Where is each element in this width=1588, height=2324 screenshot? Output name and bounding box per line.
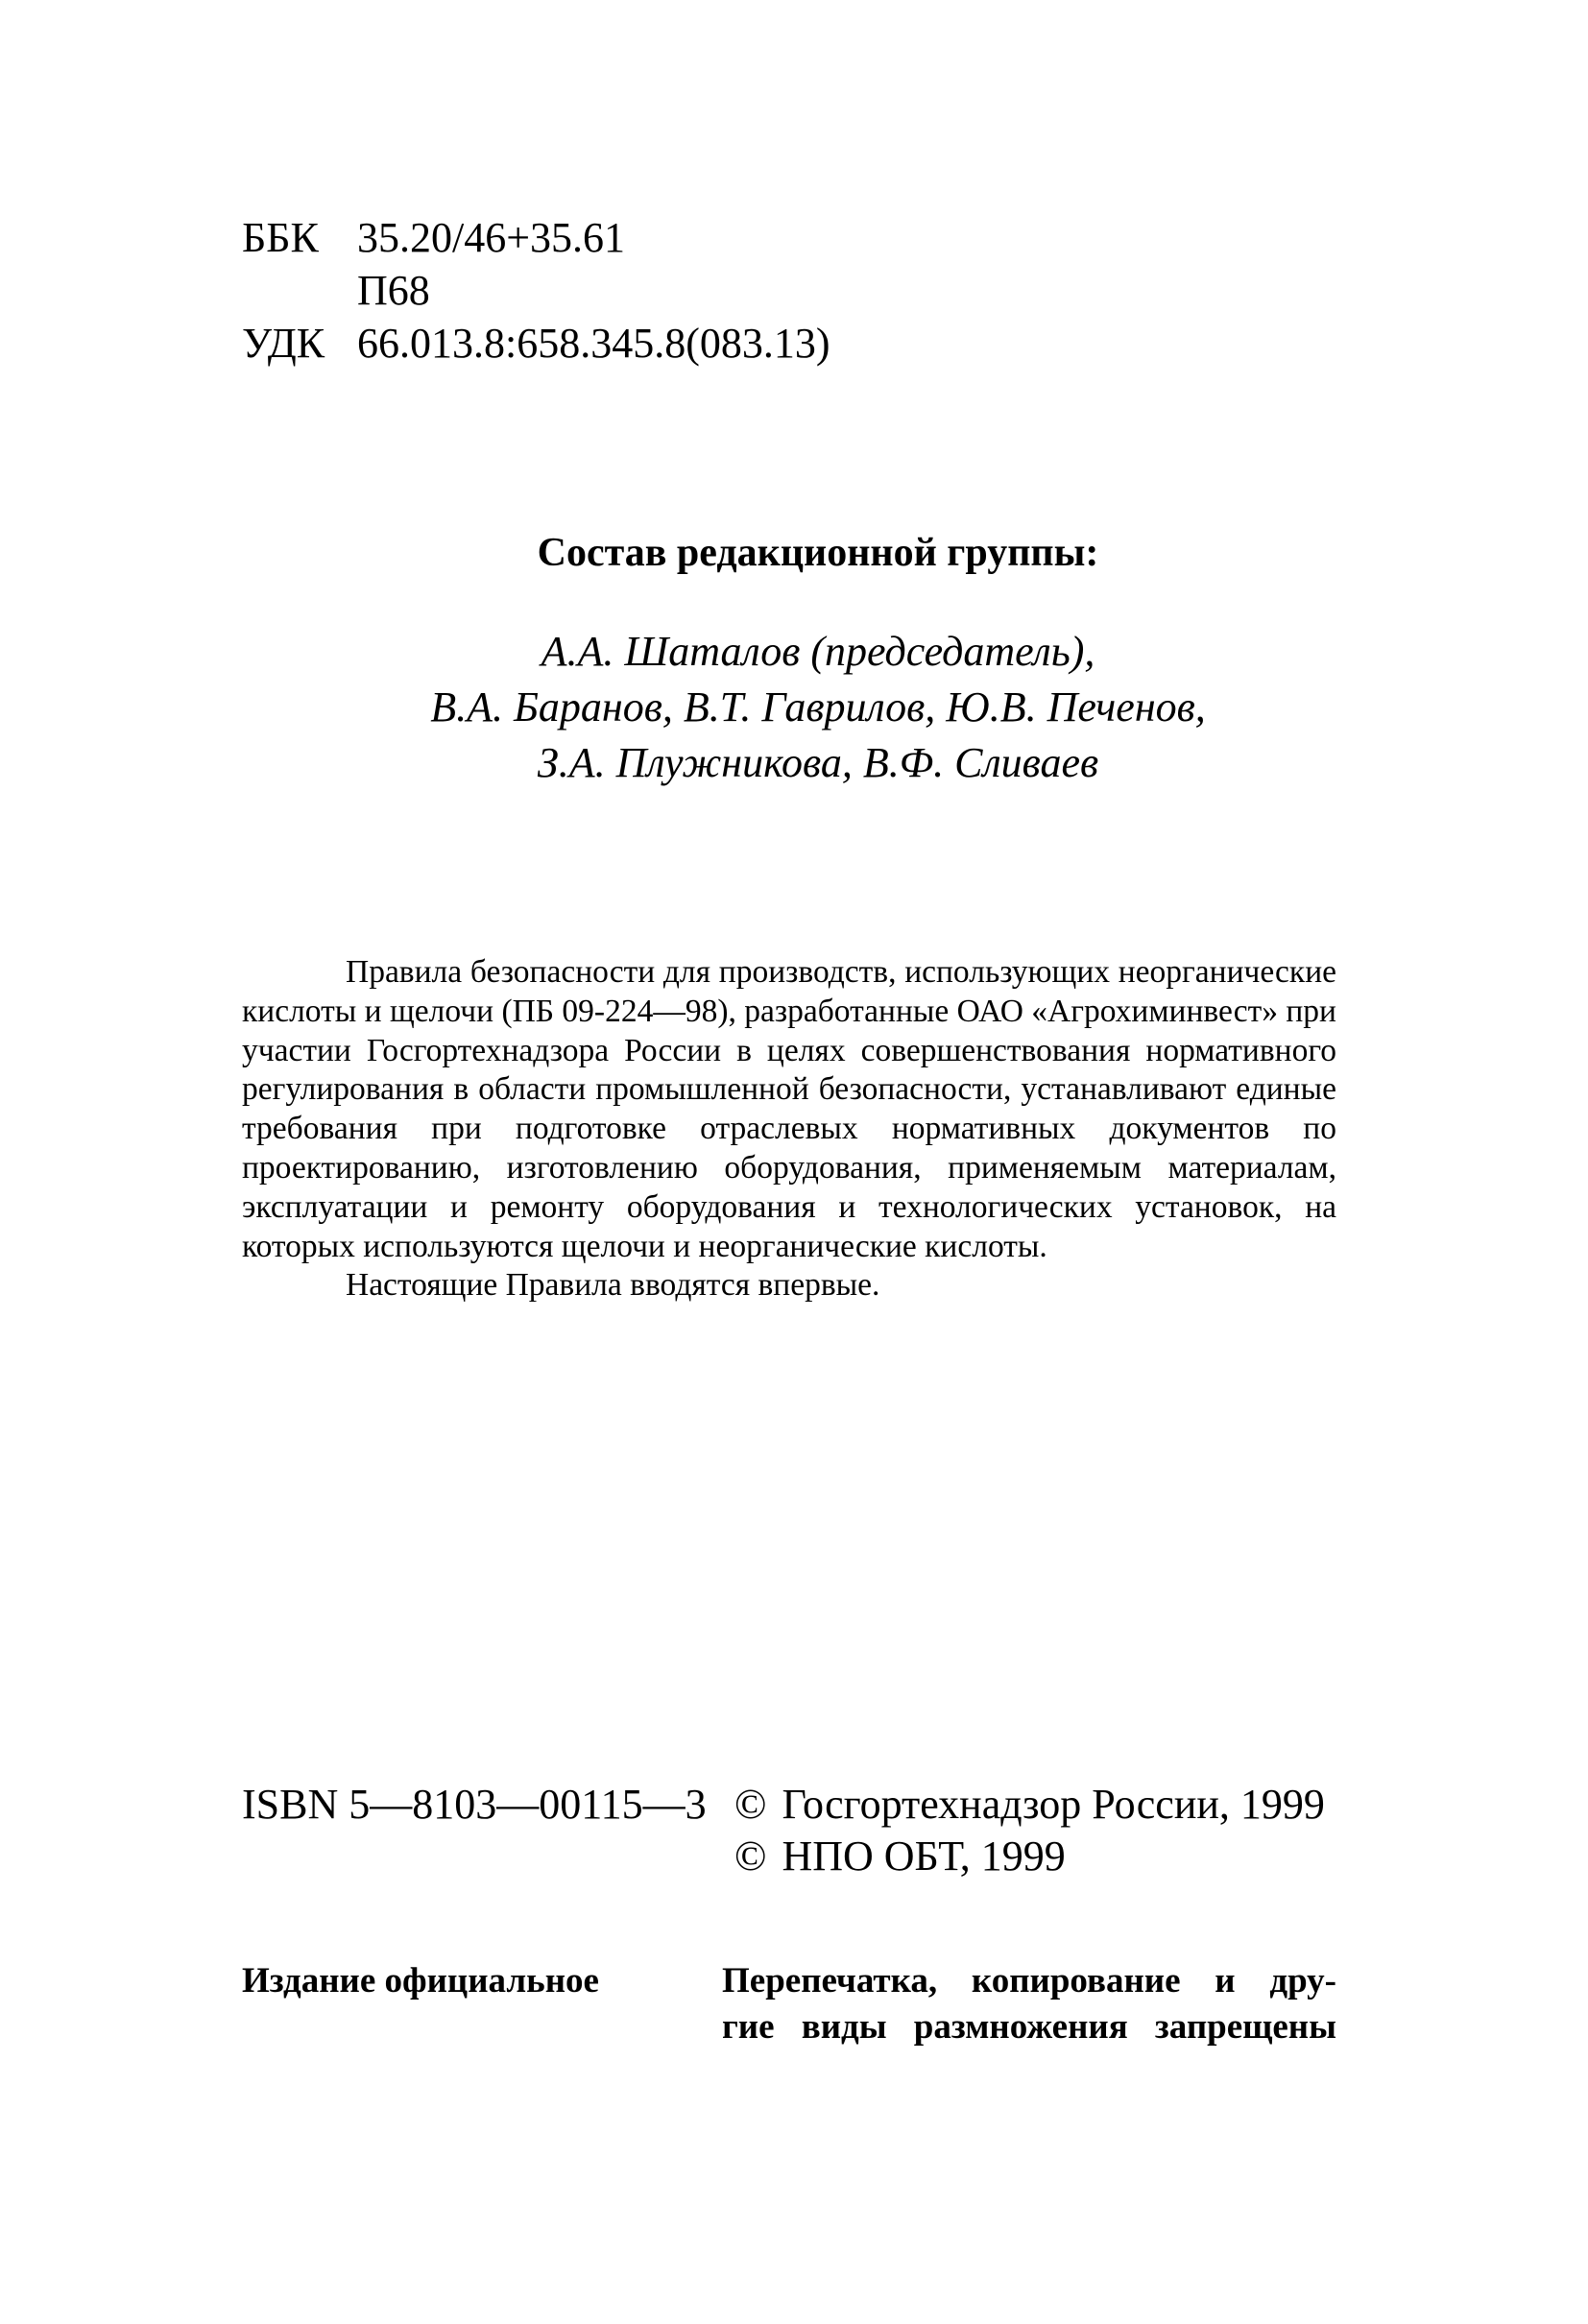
members-line-2: В.А. Баранов, В.Т. Гаврилов, Ю.В. Печенов, (430, 683, 1206, 731)
bbk-value: 35.20/46+35.61 (357, 214, 626, 261)
copyright-block (734, 1779, 1325, 1882)
reprint-prohibition-note (722, 1958, 1336, 2050)
bbk-row (242, 211, 830, 264)
annotation-paragraph-2: Настоящие Правила вводятся впервые. (346, 1267, 880, 1304)
copyright-line-2 (734, 1831, 1325, 1882)
copyright-icon: © (734, 1781, 767, 1828)
annotation-text (242, 953, 1336, 1306)
catalog-block (242, 211, 830, 370)
editorial-group-heading: Состав редакционной группы: (537, 531, 1099, 575)
reprint-line-1: Перепечатка, копирование и дру- (722, 1961, 1336, 2001)
copyright-line-1 (734, 1779, 1325, 1831)
author-mark-row (242, 264, 830, 317)
annotation-paragraph-1: Правила безопасности для производств, использующих неорганические кислоты и щелочи (ПБ 09-224—98), разработанные ОАО «Агрохиминвест» при участии Госгортехнадзора России в целях совершенствования нормативного регулирования в области промышленной безопасности, устанавливают единые требования при подготовке отраслевых нормативных документов по проектированию, изготовлению оборудования, применяемым материалам, эксплуатации и ремонту оборудования и технологических установок, на которых используются щелочи и неорганические кислоты. (242, 954, 1336, 1264)
udk-row (242, 317, 830, 370)
reprint-line-2: гие виды размножения запрещены (722, 2007, 1336, 2047)
members-line-3: З.А. Плужникова, В.Ф. Сливаев (537, 739, 1099, 786)
udk-value: 66.013.8:658.345.8(083.13) (357, 320, 830, 367)
copyright-holder-2: НПО ОБТ, 1999 (782, 1833, 1066, 1880)
editorial-group-members (0, 624, 1588, 791)
isbn: ISBN 5—8103—00115—3 (242, 1781, 707, 1828)
bbk-label: ББК (242, 214, 319, 261)
copyright-holder-1: Госгортехнадзор России, 1999 (782, 1781, 1325, 1828)
copyright-icon: © (734, 1833, 767, 1880)
members-line-1: А.А. Шаталов (председатель), (541, 628, 1095, 675)
author-mark: П68 (357, 267, 430, 314)
udk-label: УДК (242, 320, 325, 367)
official-edition-note: Издание официальное (242, 1961, 599, 2001)
